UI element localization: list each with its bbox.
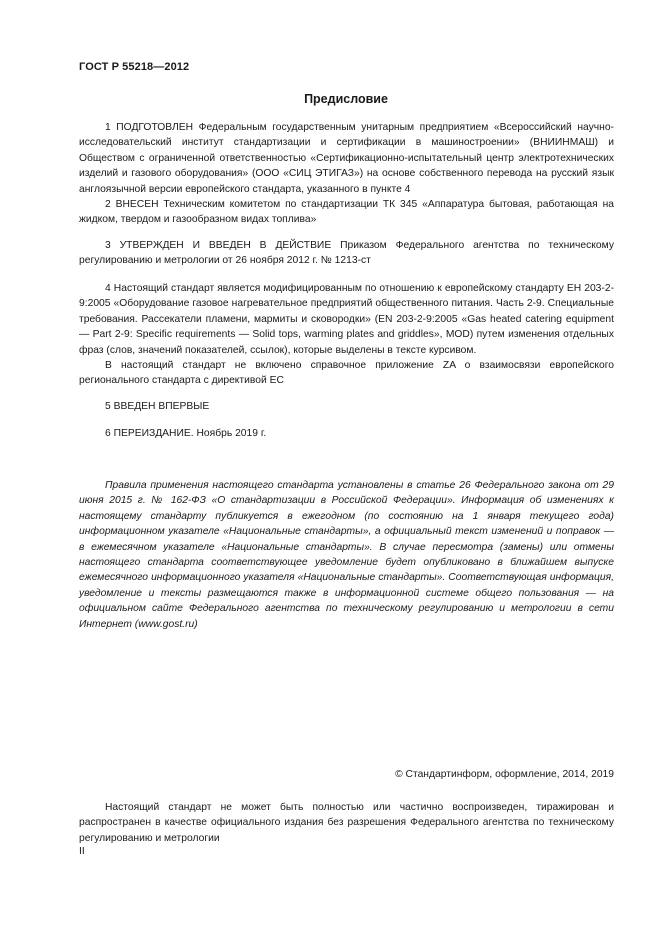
section-5-text: 5 ВВЕДЕН ВПЕРВЫЕ [105, 401, 210, 412]
rules-notice-text: Правила применения настоящего стандарта установлены в статье 26 Федерального закона от 29 июня 2015 г. № 162-ФЗ «О стандартизации в Российской Федерации». Информация об изменениях к настоящему стандарту публикуется в ежегодном (по состоянию на 1 января текущего года) информационном указателе «Национальные стандарты», а официальный текст изменений и поправок — в ежемесячном указателе «Национальные стандарты». В случае пересмотра (замены) или отмены настоящего стандарта соответствующее уведомление будет опубликовано в ближайшем выпуске ежемесячного информационного указателя «Национальные стандарты». Соответствующая информация, уведомление и тексты размещаются также в информационной системе общего пользования — на официальном сайте Федерального агентства по техническому регулированию и метрологии в сети Интернет (www.gost.ru) [79, 480, 614, 630]
section-4 [79, 281, 614, 389]
section-5 [79, 399, 614, 414]
section-3-text: 3 УТВЕРЖДЕН И ВВЕДЕН В ДЕЙСТВИЕ Приказом Федерального агентства по техническому регулированию и метрологии от 26 ноября 2012 г. № 1213-ст [79, 240, 614, 267]
section-1-text: 1 ПОДГОТОВЛЕН Федеральным государственным унитарным предприятием «Всероссийский научно-исследовательский институт стандартизации и сертификации в машиностроении» (ВНИИНМАШ) и Обществом с ограниченной ответственностью «Сертификационно-испытательный центр электротехнических изделий и газового оборудования» (ООО «СИЦ ЭТИГАЗ») на основе собственного перевода на русский язык англоязычной версии европейского стандарта, указанного в пункте 4 [79, 122, 614, 195]
page-title: Предисловие [304, 92, 388, 106]
standard-code-header: ГОСТ Р 55218—2012 [79, 61, 190, 73]
section-4-note: В настоящий стандарт не включено справочное приложение ZA о взаимосвязи европейского регионального стандарта с директивой ЕС [79, 360, 614, 387]
page-number: II [79, 846, 85, 857]
section-6 [79, 426, 614, 441]
section-2-text: 2 ВНЕСЕН Техническим комитетом по стандартизации ТК 345 «Аппаратура бытовая, работающая на жидком, твердом и газообразном видах топлива» [79, 199, 614, 226]
copyright-line: © Стандартинформ, оформление, 2014, 2019 [395, 769, 614, 780]
section-1 [79, 120, 614, 197]
section-3 [79, 238, 614, 269]
rules-notice [79, 478, 614, 632]
section-2 [79, 197, 614, 228]
section-6-text: 6 ПЕРЕИЗДАНИЕ. Ноябрь 2019 г. [105, 428, 267, 439]
section-4-text: 4 Настоящий стандарт является модифицированным по отношению к европейскому стандарту ЕН 203-2-9:2005 «Оборудование газовое нагревательное предприятий общественного питания. Часть 2-9. Специальные требования. Рассекатели пламени, мармиты и сковородки» (EN 203-2-9:2005 «Gas heated catering equipment — Part 2-9: Specific requirements — Solid tops, warming plates and griddles», MOD) путем изменения отдельных фраз (слов, значений показателей, ссылок), которые выделены в тексте курсивом. [79, 283, 614, 356]
rights-notice-text: Настоящий стандарт не может быть полностью или частично воспроизведен, тиражирован и распространен в качестве официального издания без разрешения Федерального агентства по техническому регулированию и метрологии [79, 802, 614, 844]
rights-notice [79, 800, 614, 846]
